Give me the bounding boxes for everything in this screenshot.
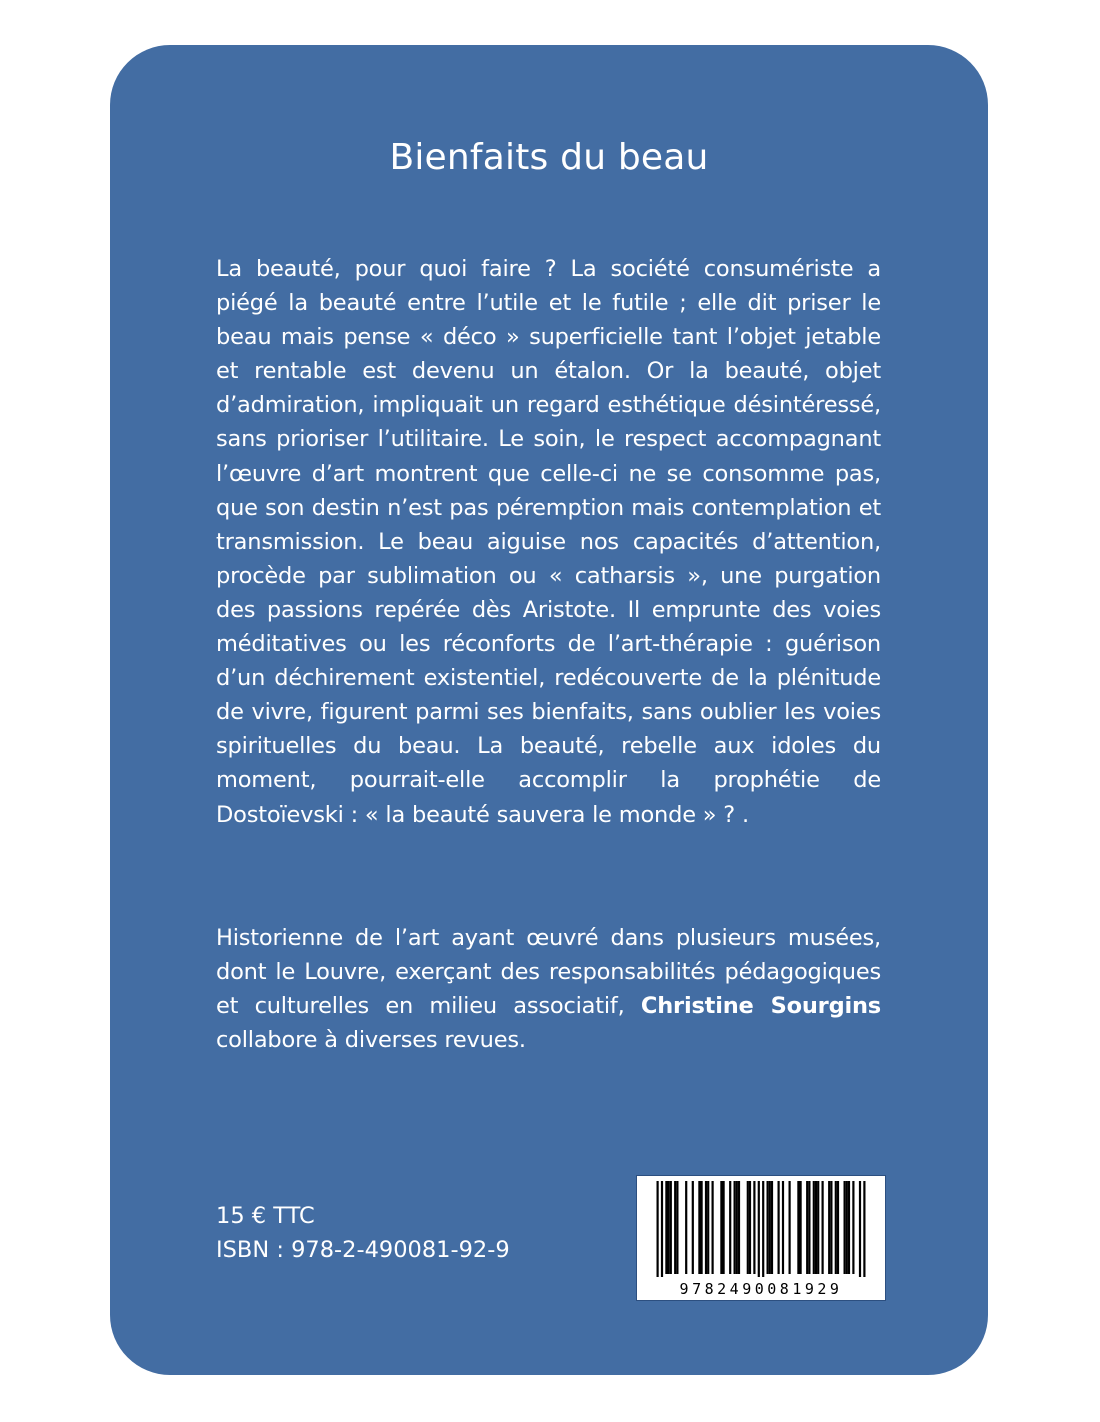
barcode-bar bbox=[747, 1181, 749, 1274]
barcode-bar bbox=[782, 1181, 784, 1274]
barcode-bar bbox=[707, 1181, 709, 1274]
barcode bbox=[636, 1175, 886, 1301]
book-meta bbox=[216, 1199, 510, 1267]
barcode-bar bbox=[828, 1181, 830, 1274]
barcode-bar bbox=[705, 1181, 707, 1274]
barcode-bar bbox=[813, 1181, 815, 1274]
barcode-bar bbox=[676, 1181, 678, 1274]
barcode-bar bbox=[835, 1181, 837, 1274]
barcode-bar bbox=[758, 1181, 760, 1277]
barcode-bar bbox=[837, 1181, 839, 1274]
isbn: ISBN : 978-2-490081-92-9 bbox=[216, 1237, 510, 1263]
barcode-bar bbox=[762, 1181, 764, 1277]
barcode-bar bbox=[685, 1181, 687, 1274]
barcode-bar bbox=[674, 1181, 676, 1274]
barcode-bar bbox=[712, 1181, 714, 1274]
barcode-bar bbox=[771, 1181, 773, 1274]
author-name: Christine Sourgins bbox=[640, 993, 882, 1020]
bio-outro: collabore à diverses revues. bbox=[216, 1027, 526, 1054]
barcode-bar bbox=[698, 1181, 700, 1274]
barcode-bar bbox=[723, 1181, 725, 1274]
barcode-bar bbox=[797, 1181, 799, 1274]
barcode-bar bbox=[767, 1181, 769, 1274]
barcode-bar bbox=[736, 1181, 738, 1274]
barcode-bar bbox=[789, 1181, 791, 1274]
barcode-bar bbox=[668, 1181, 670, 1274]
barcode-bar bbox=[822, 1181, 824, 1274]
barcode-bar bbox=[665, 1181, 667, 1274]
barcode-bar bbox=[846, 1181, 848, 1274]
barcode-bar bbox=[701, 1181, 703, 1274]
barcode-bar bbox=[778, 1181, 780, 1274]
barcode-bar bbox=[734, 1181, 736, 1274]
barcode-bar bbox=[806, 1181, 808, 1274]
blurb-paragraph: La beauté, pour quoi faire ? La société consumériste a piégé la beauté entre l’utile et le futile ; elle dit priser le beau mais pense « déco » superficielle tant l’objet jetable et rentable est devenu un étalon. Or la beauté, objet d’admiration, impliquait un regard esthétique désintéressé, sans prioriser l’utilitaire. Le soin, le respect accompagnant l’œuvre d’art montrent que celle-ci ne se consomme pas, que son destin n’est pas péremption mais contemplation et transmission. Le beau aiguise nos capacités d’attention, procède par sublimation ou « catharsis », une purgation des passions repérée dès Aristote. Il emprunte des voies méditatives ou les réconforts de l’art-thérapie : guérison d’un déchirement existentiel, redécouverte de la plénitude de vivre, figurent parmi ses bienfaits, sans oublier les voies spirituelles du beau. La beauté, rebelle aux idoles du moment, pourrait-elle accomplir la prophétie de Dostoïevski : « la beauté sauvera le monde » ? . bbox=[216, 256, 881, 828]
book-title: Bienfaits du beau bbox=[389, 137, 709, 178]
barcode-bar bbox=[859, 1181, 861, 1277]
barcode-digits: 9782490081929 bbox=[679, 1280, 843, 1298]
barcode-bar bbox=[692, 1181, 694, 1274]
barcode-bar bbox=[670, 1181, 672, 1274]
barcode-bar bbox=[848, 1181, 850, 1274]
barcode-bar bbox=[830, 1181, 832, 1274]
author-bio bbox=[216, 921, 881, 1057]
barcode-bar bbox=[749, 1181, 751, 1274]
barcode-graphic bbox=[637, 1176, 885, 1300]
barcode-bar bbox=[800, 1181, 802, 1274]
price: 15 € TTC bbox=[216, 1203, 315, 1229]
barcode-bar bbox=[729, 1181, 731, 1274]
barcode-bar bbox=[720, 1181, 722, 1274]
barcode-bar bbox=[769, 1181, 771, 1274]
barcode-bar bbox=[815, 1181, 817, 1274]
barcode-bar bbox=[852, 1181, 854, 1274]
barcode-bar bbox=[661, 1181, 663, 1277]
barcode-bar bbox=[817, 1181, 819, 1274]
barcode-bar bbox=[738, 1181, 740, 1274]
barcode-bar bbox=[863, 1181, 865, 1277]
barcode-bar bbox=[657, 1181, 659, 1277]
bio-intro: Historienne de l’art ayant œuvré dans plusieurs musées, dont le Louvre, exerçant des responsabilités pédagogiques et culturelles en milieu associatif, bbox=[216, 925, 881, 1020]
back-cover bbox=[110, 45, 988, 1375]
barcode-bar bbox=[753, 1181, 755, 1274]
barcode-bar bbox=[808, 1181, 810, 1274]
barcode-bar bbox=[844, 1181, 846, 1274]
